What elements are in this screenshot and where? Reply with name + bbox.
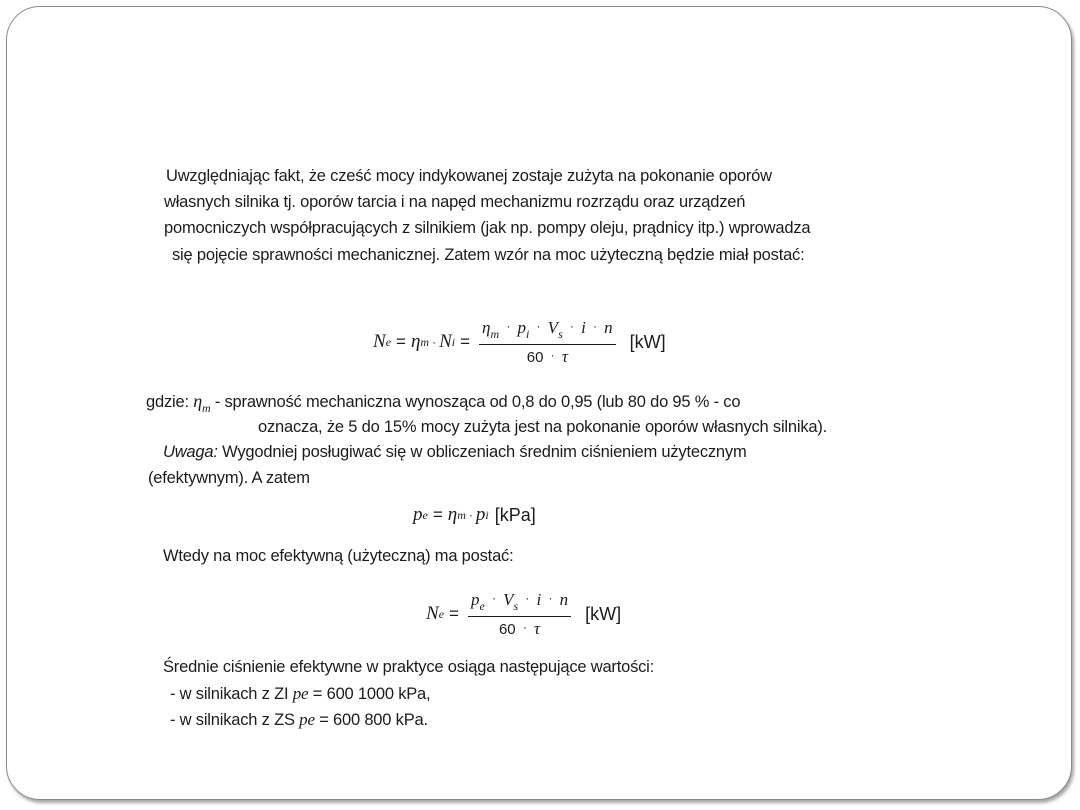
num-p-sub: e [479, 598, 485, 613]
dot-operator: · [536, 318, 541, 333]
num-i: i [536, 589, 542, 609]
formula1-fraction [479, 318, 616, 367]
formula1-eta: η [410, 331, 421, 352]
formula1-ni: N [439, 331, 452, 352]
formula-effective-pressure [413, 500, 536, 530]
value-row-zs [170, 710, 428, 730]
where-label: gdzie: [146, 393, 189, 411]
note-label: Uwaga: [163, 443, 218, 461]
intro-line-3: pomocniczych współpracujących z silnikiem (jak np. pompy oleju, prądnicy itp.) wprowadza [164, 219, 811, 237]
formula2-p: p [475, 504, 486, 525]
intro-line-1: Uwzględniając fakt, że cześć mocy indykowanej zostaje zużyta na pokonanie oporów [166, 167, 772, 185]
num-eta: η [482, 317, 491, 337]
equals-sign: = [396, 332, 406, 351]
num-eta-sub: m [490, 326, 500, 341]
formula2-eta: η [447, 504, 458, 525]
num-p: p [470, 589, 480, 609]
num-i: i [581, 317, 586, 337]
where-line-1 [146, 391, 740, 416]
equals-sign: = [449, 604, 459, 623]
note-text-1: Wygodniej posługiwać się w obliczeniach średnim ciśnieniem użytecznym [217, 443, 747, 461]
formula1-unit: [kW] [629, 331, 666, 352]
formula-mechanical-power [373, 316, 666, 368]
dot-operator: · [525, 590, 530, 605]
formula2-eta-sub: m [457, 507, 466, 522]
formula-effective-power [426, 588, 621, 640]
formula2-lhs: p [413, 504, 423, 525]
equals-sign: = [432, 505, 443, 524]
dot-operator: · [432, 335, 437, 349]
dot-operator: · [592, 318, 597, 333]
formula3-lhs-sub: e [438, 606, 445, 621]
formula1-lhs-sub: e [385, 334, 392, 349]
equals-sign: = [460, 332, 471, 351]
formula2-lhs-sub: e [422, 507, 428, 522]
note-line-1 [163, 443, 747, 462]
intro-line-4: się pojęcie sprawności mechanicznej. Zatem wzór na moc użyteczną będzie miał postać: [172, 246, 805, 264]
dot-operator: · [468, 508, 473, 522]
formula3-denominator [499, 617, 540, 639]
dot-operator: · [522, 619, 527, 634]
den-60: 60 [526, 348, 544, 366]
formula3-unit: [kW] [585, 603, 622, 624]
formula1-ni-sub: i [451, 334, 456, 349]
where-eta-sub: m [201, 401, 211, 415]
num-v: V [547, 317, 559, 337]
formula1-numerator [479, 318, 616, 345]
formula3-lhs: N [426, 603, 439, 624]
den-60: 60 [498, 620, 516, 638]
intro-line-2: własnych silnika tj. oporów tarcia i na napęd mechanizmu rozrządu oraz urządzeń [164, 193, 746, 211]
formula2-unit: [kPa] [494, 504, 536, 525]
formula1-lhs: N [373, 331, 386, 352]
value-range: = 600 800 kPa. [314, 711, 428, 729]
value-pe: pe [292, 684, 309, 703]
dot-operator: · [506, 318, 511, 333]
num-n: n [559, 589, 569, 609]
formula3-fraction [468, 590, 571, 639]
formula1-denominator [527, 345, 568, 367]
num-v-sub: s [558, 326, 563, 341]
dot-operator: · [548, 590, 553, 605]
num-p: p [517, 317, 526, 337]
num-v-sub: s [513, 598, 519, 613]
where-text-1: - sprawność mechaniczna wynosząca od 0,8 do 0,95 (lub 80 do 95 % - co [214, 393, 741, 411]
value-range: = 600 1000 kPa, [308, 685, 431, 703]
den-tau: τ [534, 618, 541, 638]
num-p-sub: i [525, 326, 530, 341]
where-line-2: oznacza, że 5 do 15% mocy zużyta jest na pokonanie oporów własnych silnika). [258, 418, 828, 436]
formula2-p-sub: i [485, 507, 489, 522]
value-row-zi [170, 684, 430, 704]
num-v: V [503, 589, 514, 609]
where-eta: η [193, 391, 202, 411]
value-prefix: - w silnikach z ZI [170, 685, 293, 703]
dot-operator: · [550, 347, 555, 362]
dot-operator: · [569, 318, 574, 333]
then-line: Wtedy na moc efektywną (użyteczną) ma postać: [163, 547, 514, 565]
num-n: n [604, 317, 613, 337]
dot-operator: · [491, 590, 496, 605]
value-pe: pe [299, 710, 315, 729]
values-intro: Średnie ciśnienie efektywne w praktyce osiąga następujące wartości: [163, 658, 655, 676]
formula3-numerator [468, 590, 571, 617]
formula1-eta-sub: m [420, 334, 430, 349]
value-prefix: - w silnikach z ZS [170, 711, 300, 729]
note-line-2: (efektywnym). A zatem [148, 469, 310, 487]
den-tau: τ [561, 346, 568, 366]
